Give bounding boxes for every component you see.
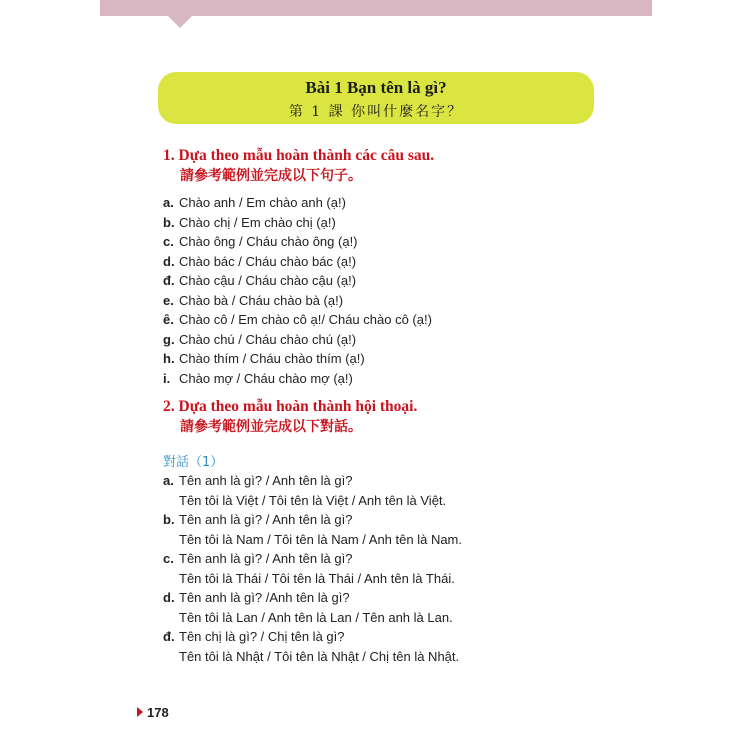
dialog-answer: Tên tôi là Thái / Tôi tên là Thái / Anh tên là Thái. xyxy=(179,571,455,586)
list-item xyxy=(163,311,432,328)
item-text: Chào cô / Em chào cô ạ!/ Cháu chào cô (ạ!) xyxy=(179,312,432,327)
list-item xyxy=(163,370,353,387)
lesson-title-vi: Bài 1 Bạn tên là gì? xyxy=(305,78,447,97)
item-text: Chào bà / Cháu chào bà (ạ!) xyxy=(179,293,344,308)
dialog-item xyxy=(163,511,462,548)
item-label: c. xyxy=(163,551,174,566)
dialog-item xyxy=(163,550,455,587)
dialog-question: Tên anh là gì? / Anh tên là gì? xyxy=(179,551,353,566)
dialog-question: Tên anh là gì? / Anh tên là gì? xyxy=(179,473,353,488)
exercise-1-heading xyxy=(163,146,434,186)
dialog-title: 對話（1） xyxy=(163,455,224,470)
dialog-item xyxy=(163,472,446,509)
dialog-answer: Tên tôi là Việt / Tôi tên là Việt / Anh tên là Việt. xyxy=(179,493,447,508)
list-item xyxy=(163,214,336,231)
page-number xyxy=(137,705,169,720)
item-label: e. xyxy=(163,293,174,308)
page-number-text: 178 xyxy=(147,705,169,720)
item-text: Chào anh / Em chào anh (ạ!) xyxy=(179,195,346,210)
dialog-question: Tên anh là gì? / Anh tên là gì? xyxy=(179,512,353,527)
exercise-1-heading-vi: 1. Dựa theo mẫu hoàn thành các câu sau. xyxy=(163,147,435,164)
list-item xyxy=(163,350,365,367)
item-text: Chào bác / Cháu chào bác (ạ!) xyxy=(179,254,357,269)
item-label: b. xyxy=(163,215,175,230)
lesson-title-zh: 第 1 課 你叫什麼名字？ xyxy=(288,104,464,120)
top-band xyxy=(100,0,652,16)
dialog-question: Tên chị là gì? / Chị tên là gì? xyxy=(179,629,345,644)
item-label: h. xyxy=(163,351,175,366)
exercise-2-heading xyxy=(163,397,417,437)
dialog-item xyxy=(163,589,453,626)
item-label: b. xyxy=(163,512,175,527)
item-text: Chào mợ / Cháu chào mợ (ạ!) xyxy=(179,371,353,386)
item-label: c. xyxy=(163,234,174,249)
item-label: đ. xyxy=(163,273,175,288)
exercise-2-heading-zh: 請參考範例並完成以下對話。 xyxy=(180,419,362,435)
triangle-right-icon xyxy=(137,707,143,717)
list-item xyxy=(163,194,346,211)
item-text: Chào chị / Em chào chị (ạ!) xyxy=(179,215,336,230)
item-text: Chào ông / Cháu chào ông (ạ!) xyxy=(179,234,358,249)
item-label: d. xyxy=(163,590,175,605)
list-item xyxy=(163,253,356,270)
list-item xyxy=(163,272,356,289)
exercise-1-heading-zh: 請參考範例並完成以下句子。 xyxy=(180,168,362,184)
item-text: Chào cậu / Cháu chào cậu (ạ!) xyxy=(179,273,357,288)
dialog-question: Tên anh là gì? /Anh tên là gì? xyxy=(179,590,350,605)
item-text: Chào thím / Cháu chào thím (ạ!) xyxy=(179,351,365,366)
item-label: g. xyxy=(163,332,175,347)
dialog-answer: Tên tôi là Lan / Anh tên là Lan / Tên anh là Lan. xyxy=(179,610,453,625)
item-label: i. xyxy=(163,371,171,386)
dialog-answer: Tên tôi là Nam / Tôi tên là Nam / Anh tên là Nam. xyxy=(179,532,462,547)
top-notch xyxy=(168,16,192,28)
list-item xyxy=(163,292,343,309)
dialog-item xyxy=(163,628,459,665)
item-label: a. xyxy=(163,473,174,488)
lesson-title-box xyxy=(158,72,594,124)
dialog-answer: Tên tôi là Nhật / Tôi tên là Nhật / Chị tên là Nhật. xyxy=(179,649,460,664)
list-item xyxy=(163,331,356,348)
item-label: đ. xyxy=(163,629,175,644)
list-item xyxy=(163,233,358,250)
item-label: ê. xyxy=(163,312,174,327)
item-label: a. xyxy=(163,195,174,210)
item-label: d. xyxy=(163,254,175,269)
exercise-2-heading-vi: 2. Dựa theo mẫu hoàn thành hội thoại. xyxy=(163,398,418,415)
item-text: Chào chú / Cháu chào chú (ạ!) xyxy=(179,332,357,347)
